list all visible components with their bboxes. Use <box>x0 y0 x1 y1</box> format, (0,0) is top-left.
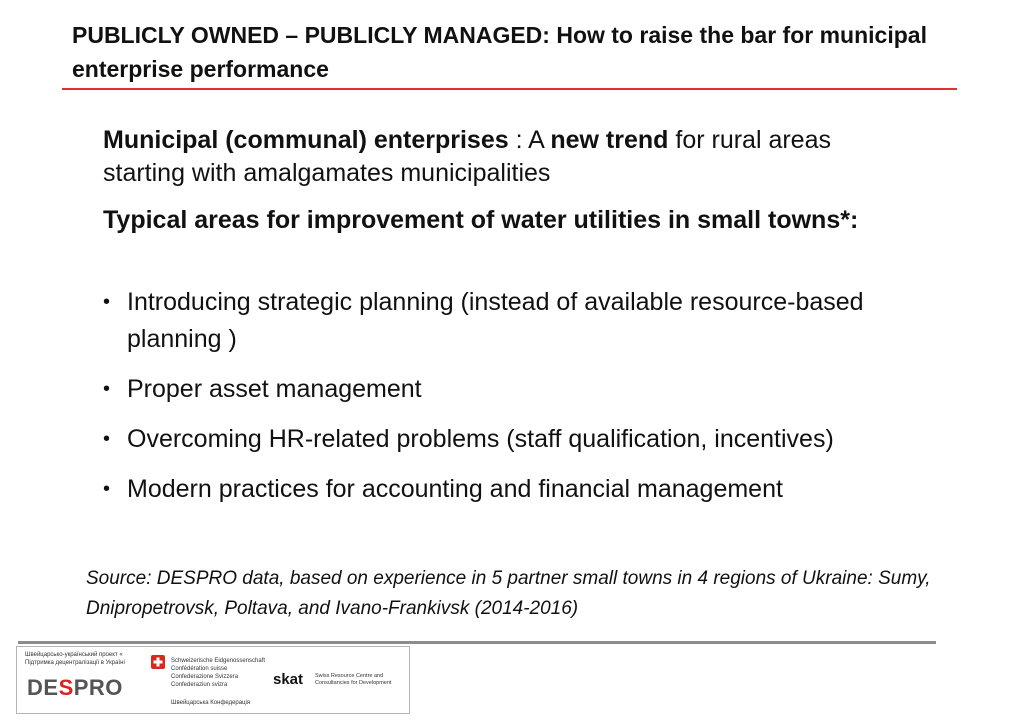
list-item-text: Proper asset management <box>127 375 422 403</box>
list-item-text: Introducing strategic planning (instead of available resource-based planning ) <box>127 288 864 353</box>
despro-tagline-1: Швейцарсько-український проект « <box>25 652 123 658</box>
list-item <box>103 421 923 458</box>
slide-title: PUBLICLY OWNED – PUBLICLY MANAGED: How to raise the bar for municipal enterprise performance <box>72 22 927 82</box>
list-item <box>103 471 923 508</box>
list-item <box>103 371 923 408</box>
lead-separator: : A <box>508 126 551 154</box>
lead-rest: for rural areas starting with amalgamates municipalities <box>103 126 831 187</box>
skat-desc-line: Swiss Resource Centre and <box>315 673 384 679</box>
bullet-icon: • <box>103 478 111 500</box>
bullet-icon: • <box>103 291 111 313</box>
despro-wordmark <box>27 675 123 701</box>
despro-wordmark-part1: DE <box>27 675 59 700</box>
despro-tagline-2: Підтримка децентралізації в Україні <box>25 660 125 666</box>
swiss-line: Confederazione Svizzera <box>171 674 239 680</box>
skat-desc-line: Consultancies for Development <box>315 680 392 686</box>
swiss-names <box>171 657 265 689</box>
skat-description <box>315 673 391 687</box>
despro-wordmark-part3: PRO <box>73 675 123 700</box>
swiss-line: Schweizerische Eidgenossenschaft <box>171 658 266 664</box>
bullet-icon: • <box>103 428 111 450</box>
list-item-text: Overcoming HR-related problems (staff qualification, incentives) <box>127 425 834 453</box>
improvement-list <box>103 284 923 521</box>
swiss-line: Confederaziun svizra <box>171 682 228 688</box>
lead-term: Municipal (communal) enterprises <box>103 126 509 154</box>
skat-wordmark: skat <box>273 671 304 688</box>
partner-logos <box>16 646 410 714</box>
lead-paragraph <box>103 124 903 190</box>
swiss-line: Confédération suisse <box>171 666 228 672</box>
list-item-text: Modern practices for accounting and financial management <box>127 475 783 503</box>
footer-divider <box>18 641 936 644</box>
despro-wordmark-accent: S <box>58 675 74 700</box>
source-note: Source: DESPRO data, based on experience in 5 partner small towns in 4 regions of Ukraine: Sumy, Dnipropetrovsk, Poltava, and Ivano-Frankivsk (2014-2016) <box>86 568 931 619</box>
section-heading: Typical areas for improvement of water utilities in small towns*: <box>103 206 859 234</box>
swiss-ua-name: Швейцарська Конфедерація <box>171 700 251 706</box>
bullet-icon: • <box>103 378 111 400</box>
swiss-flag-icon <box>151 655 165 669</box>
list-item <box>103 284 923 358</box>
despro-logo <box>25 651 145 667</box>
lead-emphasis: new trend <box>550 126 669 154</box>
title-divider <box>62 88 957 90</box>
